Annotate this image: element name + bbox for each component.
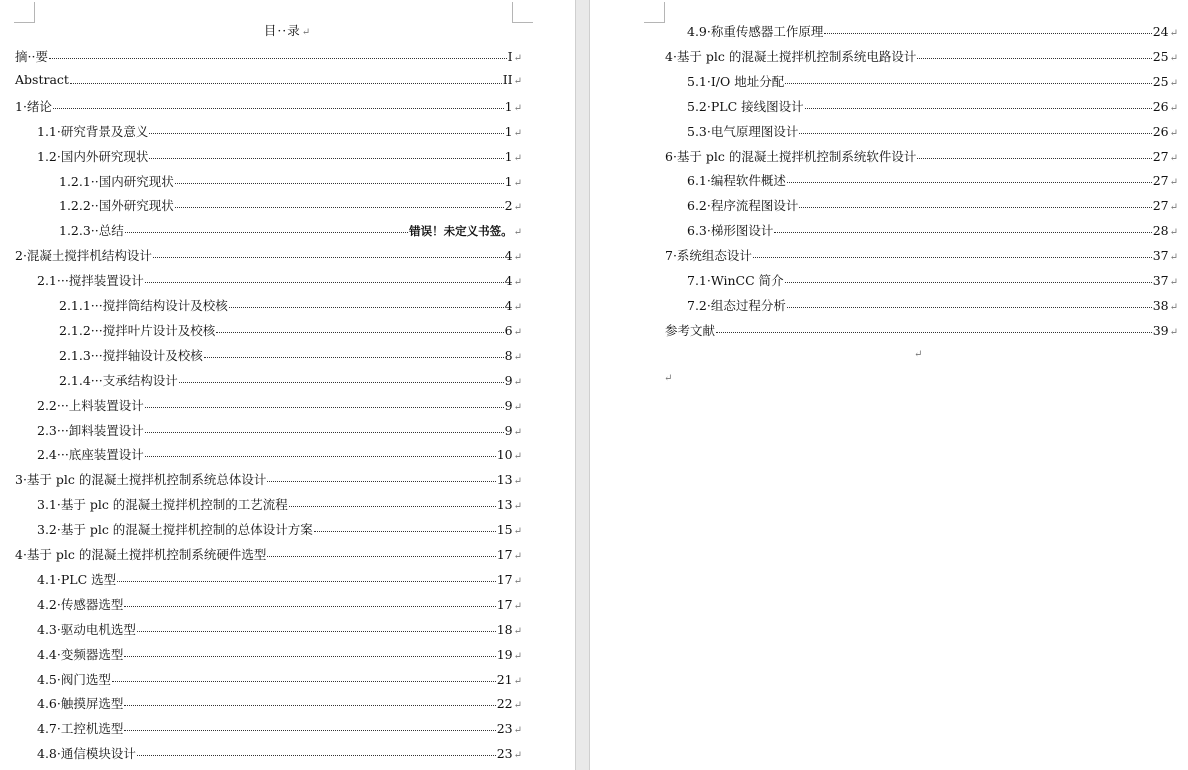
- toc-entry-label: 6.1·编程软件概述: [687, 173, 786, 189]
- toc-page-number: 9: [504, 422, 513, 438]
- paragraph-mark-icon: ↵: [513, 526, 522, 538]
- toc-dot-leader: [799, 206, 1151, 208]
- toc-entry[interactable]: [665, 147, 1178, 163]
- paragraph-mark-icon: ↵: [513, 277, 522, 289]
- toc-entry-label: 4.2·传感器选型: [37, 596, 124, 612]
- paragraph-mark-icon: ↵: [1169, 202, 1178, 214]
- toc-page-number: 6: [504, 322, 513, 338]
- margin-corner-mark: [644, 2, 665, 23]
- toc-entry[interactable]: [15, 470, 522, 486]
- toc-dot-leader: [787, 181, 1152, 183]
- toc-entry-label: 3.2·基于 plc 的混凝土搅拌机控制的总体设计方案: [37, 522, 313, 538]
- paragraph-mark-icon: ↵: [513, 501, 522, 513]
- toc-dot-leader: [799, 132, 1151, 134]
- toc-entry-label: 1·绪论: [15, 98, 52, 114]
- toc-page-number: 17: [496, 596, 513, 612]
- margin-corner-mark: [512, 2, 533, 23]
- toc-entry[interactable]: [37, 645, 522, 661]
- toc-entry[interactable]: [687, 196, 1178, 212]
- toc-entry-label: 7.1·WinCC 简介: [687, 273, 784, 288]
- toc-entry-label: 3·基于 plc 的混凝土搅拌机控制系统总体设计: [15, 472, 267, 488]
- toc-entry[interactable]: [37, 147, 522, 163]
- toc-page-number: 19: [496, 646, 513, 662]
- toc-page-number: 17: [496, 547, 513, 562]
- toc-entry-label: 1.1·研究背景及意义: [37, 123, 149, 139]
- toc-dot-leader: [70, 82, 502, 84]
- toc-entry-label: 7·系统组态设计: [665, 248, 752, 264]
- paragraph-mark-icon: ↵: [513, 451, 522, 463]
- toc-dot-leader: [229, 306, 504, 308]
- toc-entry[interactable]: [665, 47, 1178, 63]
- paragraph-mark-icon: ↵: [513, 700, 522, 712]
- toc-dot-leader: [112, 680, 496, 682]
- toc-page-number: 17: [496, 571, 513, 587]
- toc-dot-leader: [805, 107, 1152, 109]
- toc-dot-leader: [125, 231, 408, 233]
- toc-entry-label: 3.1·基于 plc 的混凝土搅拌机控制的工艺流程: [37, 497, 288, 513]
- paragraph-mark-icon: ↵: [1169, 227, 1178, 239]
- toc-entry-label: 1.2·国内外研究现状: [37, 148, 149, 164]
- toc-page-number: 4: [504, 298, 513, 313]
- toc-entry[interactable]: [15, 246, 522, 262]
- paragraph-mark-icon: ↵: [513, 625, 522, 637]
- paragraph-mark-icon: ↵: [1169, 28, 1178, 39]
- toc-page-number: 25: [1152, 73, 1169, 89]
- toc-dot-leader: [716, 331, 1152, 333]
- toc-entry-label: 2.3···卸料装置设计: [37, 422, 144, 438]
- document-page-left: [0, 0, 575, 770]
- toc-entry-label: 1.2.2··国外研究现状: [59, 198, 174, 214]
- toc-entry[interactable]: [687, 296, 1178, 312]
- toc-dot-leader: [753, 256, 1152, 258]
- toc-title: [0, 21, 575, 39]
- toc-page-number: 10: [496, 447, 513, 463]
- toc-entry-label: 4.8·通信模块设计: [37, 746, 136, 762]
- toc-dot-leader: [314, 530, 496, 532]
- toc-dot-leader: [124, 605, 495, 607]
- toc-dot-leader: [216, 331, 503, 333]
- toc-entry-label: 7.2·组态过程分析: [687, 297, 786, 313]
- paragraph-mark-icon: ↵: [513, 302, 522, 313]
- toc-dot-leader: [785, 82, 1151, 84]
- toc-dot-leader: [179, 381, 504, 383]
- toc-entry[interactable]: [59, 346, 522, 362]
- toc-entry-label: 2.2···上料装置设计: [37, 397, 144, 413]
- toc-dot-leader: [149, 157, 503, 159]
- toc-entry-label: 参考文献: [665, 322, 716, 338]
- paragraph-mark-icon: ↵: [513, 127, 522, 139]
- paragraph-mark-icon: ↵: [1169, 252, 1178, 264]
- toc-entry[interactable]: [59, 196, 522, 212]
- toc-page-number: 37: [1152, 248, 1169, 264]
- paragraph-mark-icon: ↵: [513, 725, 522, 737]
- toc-dot-leader: [49, 57, 507, 59]
- toc-dot-leader: [149, 132, 503, 134]
- toc-entry[interactable]: [687, 72, 1178, 88]
- toc-entry[interactable]: [59, 172, 522, 188]
- toc-entry[interactable]: [687, 122, 1178, 138]
- paragraph-mark-icon: ↵: [513, 750, 522, 762]
- toc-page-number: 错误！未定义书签。: [409, 224, 513, 239]
- toc-entry[interactable]: [37, 520, 522, 536]
- toc-page-number: II: [502, 71, 513, 87]
- toc-entry[interactable]: [37, 719, 522, 735]
- paragraph-mark-icon: ↵: [301, 27, 312, 38]
- toc-page-number: 26: [1152, 123, 1169, 139]
- toc-dot-leader: [145, 281, 504, 283]
- toc-entry[interactable]: [37, 670, 522, 686]
- toc-entry[interactable]: [687, 22, 1178, 38]
- toc-page-number: 1: [504, 123, 513, 139]
- paragraph-mark-icon: ↵: [1169, 277, 1178, 288]
- paragraph-mark-icon: ↵: [513, 227, 522, 239]
- paragraph-mark-icon: ↵: [513, 650, 522, 662]
- toc-entry[interactable]: [15, 72, 522, 88]
- paragraph-mark-icon: ↵: [1169, 326, 1178, 338]
- paragraph-mark-icon: ↵: [513, 551, 522, 562]
- toc-entry-label: 5.3·电气原理图设计: [687, 123, 799, 139]
- toc-entry-label: 4.6·触摸屏选型: [37, 696, 124, 712]
- toc-page-number: 37: [1152, 273, 1169, 288]
- toc-entry[interactable]: [665, 321, 1178, 337]
- paragraph-mark-icon: ↵: [513, 675, 522, 687]
- toc-page-number: 27: [1152, 198, 1169, 214]
- toc-entry[interactable]: [37, 570, 522, 586]
- toc-entry[interactable]: [37, 495, 522, 511]
- toc-page-number: 1: [504, 98, 513, 114]
- paragraph-mark-icon: ↵: [1169, 152, 1178, 164]
- toc-dot-leader: [124, 655, 495, 657]
- toc-page-number: 21: [496, 671, 513, 687]
- toc-page-number: 27: [1152, 173, 1169, 189]
- toc-entry-label: 4·基于 plc 的混凝土搅拌机控制系统硬件选型: [15, 547, 267, 562]
- paragraph-mark-icon: ↵: [513, 152, 522, 164]
- toc-entry[interactable]: [687, 97, 1178, 113]
- toc-entry-label: 2.1.4···支承结构设计: [59, 372, 178, 388]
- toc-entry[interactable]: [15, 97, 522, 113]
- toc-dot-leader: [289, 505, 496, 507]
- toc-entry-label: 5.1·I/O 地址分配: [687, 73, 785, 89]
- paragraph-mark-icon: ↵: [513, 575, 522, 587]
- paragraph-mark-icon: ↵: [1169, 52, 1178, 64]
- paragraph-mark-icon: ↵: [513, 202, 522, 214]
- toc-page-number: 23: [496, 721, 513, 737]
- paragraph-mark-icon: ↵: [513, 177, 522, 189]
- toc-entry[interactable]: [37, 694, 522, 710]
- toc-page-number: 39: [1152, 322, 1169, 338]
- toc-entry-label: 2.1.3···搅拌轴设计及校核: [59, 347, 203, 363]
- paragraph-mark-icon: ↵: [1169, 301, 1178, 313]
- toc-dot-leader: [137, 754, 496, 756]
- toc-dot-leader: [145, 431, 504, 433]
- toc-entry[interactable]: [37, 445, 522, 461]
- toc-entry[interactable]: [15, 47, 522, 63]
- toc-page-number: 26: [1152, 98, 1169, 114]
- toc-entry[interactable]: [15, 545, 522, 561]
- toc-dot-leader: [117, 580, 496, 582]
- toc-entry-label: 4.9·称重传感器工作原理: [687, 24, 824, 39]
- toc-page-number: 38: [1152, 297, 1169, 313]
- toc-page-number: 23: [496, 746, 513, 762]
- toc-dot-leader: [175, 206, 504, 208]
- toc-entry-label: 2.1.1···搅拌筒结构设计及校核: [59, 298, 228, 313]
- toc-entry-label: 摘··要: [15, 49, 48, 64]
- toc-entry-label: 4.5·阀门选型: [37, 671, 111, 687]
- toc-entry[interactable]: [665, 246, 1178, 262]
- paragraph-mark-icon: ↵: [1169, 177, 1178, 189]
- paragraph-mark-icon: ↵: [513, 401, 522, 413]
- margin-corner-mark: [14, 2, 35, 23]
- toc-entry[interactable]: [37, 396, 522, 412]
- toc-page-number: 9: [504, 397, 513, 413]
- toc-page-number: 4: [504, 273, 513, 289]
- toc-dot-leader: [785, 281, 1152, 283]
- toc-page-number: 15: [496, 522, 513, 538]
- toc-entry-label: 1.2.1··国内研究现状: [59, 173, 174, 189]
- paragraph-mark-icon: ↵: [513, 326, 522, 338]
- toc-entry-label: Abstract: [15, 71, 69, 87]
- toc-entry-label: 4.4·变频器选型: [37, 646, 124, 662]
- toc-dot-leader: [137, 630, 496, 632]
- toc-entry-label: 4.7·工控机选型: [37, 721, 124, 737]
- paragraph-mark-icon: ↵: [914, 349, 923, 360]
- toc-entry-label: 4.3·驱动电机选型: [37, 621, 136, 637]
- paragraph-mark-icon: ↵: [513, 75, 522, 87]
- toc-page-number: 9: [504, 372, 513, 388]
- toc-entry[interactable]: [59, 296, 522, 312]
- paragraph-mark-icon: ↵: [513, 426, 522, 438]
- toc-entry-label: 4·基于 plc 的混凝土搅拌机控制系统电路设计: [665, 48, 917, 64]
- toc-dot-leader: [917, 57, 1151, 59]
- toc-dot-leader: [124, 704, 495, 706]
- toc-page-number: 18: [496, 621, 513, 637]
- paragraph-mark-icon: ↵: [513, 376, 522, 388]
- toc-page-number: 4: [504, 248, 513, 264]
- toc-page-number: 13: [496, 497, 513, 513]
- toc-title-text: 目··录: [263, 23, 301, 38]
- document-page-right: [590, 0, 1188, 770]
- toc-dot-leader: [145, 455, 496, 457]
- toc-entry[interactable]: [37, 744, 522, 760]
- toc-dot-leader: [267, 480, 495, 482]
- toc-entry[interactable]: [687, 271, 1178, 287]
- toc-dot-leader: [53, 107, 504, 109]
- toc-dot-leader: [124, 729, 495, 731]
- toc-entry[interactable]: [37, 421, 522, 437]
- toc-page-number: 2: [504, 198, 513, 214]
- toc-entry[interactable]: [687, 171, 1178, 187]
- toc-dot-leader: [787, 306, 1152, 308]
- toc-dot-leader: [175, 182, 504, 184]
- paragraph-mark-icon: ↵: [513, 102, 522, 114]
- toc-entry[interactable]: [37, 595, 522, 611]
- paragraph-mark-icon: ↵: [1169, 77, 1178, 89]
- paragraph-mark-icon: ↵: [513, 252, 522, 264]
- toc-entry-label: 6.2·程序流程图设计: [687, 198, 799, 214]
- toc-page-number: 25: [1152, 48, 1169, 64]
- paragraph-mark-icon: ↵: [513, 53, 522, 64]
- toc-page-number: 27: [1152, 148, 1169, 164]
- toc-entry-label: 2·混凝土搅拌机结构设计: [15, 248, 152, 264]
- toc-dot-leader: [917, 157, 1151, 159]
- toc-page-number: 13: [496, 472, 513, 488]
- page-gutter: [575, 0, 590, 770]
- toc-entry-label: 6.3·梯形图设计: [687, 223, 774, 239]
- toc-entry-label: 5.2·PLC 接线图设计: [687, 98, 804, 114]
- toc-entry-label: 1.2.3··总结: [59, 223, 124, 239]
- toc-page-number: 28: [1152, 223, 1169, 239]
- toc-entry[interactable]: [687, 221, 1178, 237]
- toc-page-number: 22: [496, 696, 513, 712]
- toc-entry-label: 2.4···底座装置设计: [37, 447, 144, 463]
- toc-entry[interactable]: [37, 122, 522, 138]
- toc-dot-leader: [774, 231, 1151, 233]
- toc-page-number: 1: [504, 173, 513, 189]
- paragraph-mark-icon: ↵: [1169, 102, 1178, 114]
- paragraph-mark-icon: ↵: [513, 600, 522, 612]
- toc-entry[interactable]: [37, 271, 522, 287]
- toc-dot-leader: [267, 555, 495, 557]
- toc-entry[interactable]: [37, 620, 522, 636]
- toc-entry[interactable]: [59, 221, 522, 237]
- toc-dot-leader: [824, 32, 1151, 34]
- toc-entry-label: 2.1···搅拌装置设计: [37, 273, 144, 289]
- toc-page-number: 24: [1152, 24, 1169, 39]
- toc-entry[interactable]: [59, 371, 522, 387]
- toc-entry-label: 6·基于 plc 的混凝土搅拌机控制系统软件设计: [665, 148, 917, 164]
- toc-entry-label: 2.1.2···搅拌叶片设计及校核: [59, 322, 216, 338]
- paragraph-mark-icon: ↵: [1169, 127, 1178, 139]
- paragraph-mark-icon: ↵: [513, 476, 522, 488]
- paragraph-mark-icon: ↵: [664, 373, 673, 384]
- toc-dot-leader: [145, 406, 504, 408]
- toc-page-number: I: [507, 49, 513, 64]
- toc-page-number: 1: [504, 148, 513, 164]
- toc-entry[interactable]: [59, 321, 522, 337]
- toc-entry-label: 4.1·PLC 选型: [37, 571, 117, 587]
- toc-page-number: 8: [504, 347, 513, 363]
- toc-dot-leader: [204, 356, 504, 358]
- paragraph-mark-icon: ↵: [513, 351, 522, 363]
- toc-dot-leader: [153, 256, 504, 258]
